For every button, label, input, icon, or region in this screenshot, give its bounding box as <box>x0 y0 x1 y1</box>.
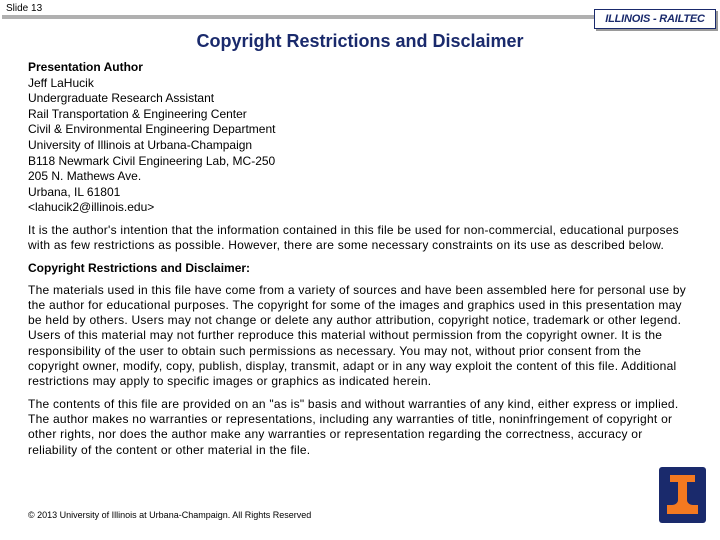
page-title: Copyright Restrictions and Disclaimer <box>196 31 524 51</box>
author-position: Undergraduate Research Assistant <box>28 91 215 106</box>
author-heading: Presentation Author <box>28 60 143 74</box>
disclaimer-paragraph: The contents of this file are provided on an "as is" basis and without warranties of any kind, either express or implied. The author makes no warranties or representations, including any warranties of title, noninfringement of copyright or other rights, nor does the author make any warranties or representation regarding the correctness, accuracy or reliability of the content or other material in the file. <box>28 396 679 457</box>
author-department: Civil & Environmental Engineering Department <box>28 122 276 137</box>
footer-copyright: © 2013 University of Illinois at Urbana-Champaign. All Rights Reserved <box>28 510 312 520</box>
author-street: 205 N. Mathews Ave. <box>28 169 142 184</box>
rail-cross-section-logo-icon <box>659 467 706 523</box>
author-city: Urbana, IL 61801 <box>28 184 121 199</box>
author-center: Rail Transportation & Engineering Center <box>28 106 247 121</box>
author-email: <lahucik2@illinois.edu> <box>28 200 155 215</box>
header-bar <box>2 15 614 19</box>
author-name: Jeff LaHucik <box>28 75 94 90</box>
author-block <box>28 60 690 216</box>
brand-label: ILLINOIS - RAILTEC <box>594 9 716 29</box>
author-lab: B118 Newmark Civil Engineering Lab, MC-250 <box>28 153 276 168</box>
author-university: University of Illinois at Urbana-Champaign <box>28 137 253 152</box>
slide-content <box>28 60 690 458</box>
slide-number: Slide 13 <box>6 3 43 14</box>
restrictions-paragraph: The materials used in this file have come from a variety of sources and have been assembled here for personal use by the author for educational purposes. The copyright for some of the images and graphics used in this presentation may be held by others. Users may not change or delete any author attribution, copyright notice, trademark or other legend. Users of this material may not further reproduce this material without permission from the copyright owner. It is the responsibility of the user to obtain such permissions as necessary. You may not, without prior consent from the copyright owner, modify, copy, publish, display, transmit, adapt or in any way exploit the content of this file. Additional restrictions may apply to specific images or graphics as indicated herein. <box>28 282 686 389</box>
intent-paragraph: It is the author's intention that the information contained in this file be used for non-commercial, educational purposes with as few restrictions as possible. However, there are some necessary constraints on its use as described below. <box>28 222 679 253</box>
restrictions-heading: Copyright Restrictions and Disclaimer: <box>28 260 251 275</box>
